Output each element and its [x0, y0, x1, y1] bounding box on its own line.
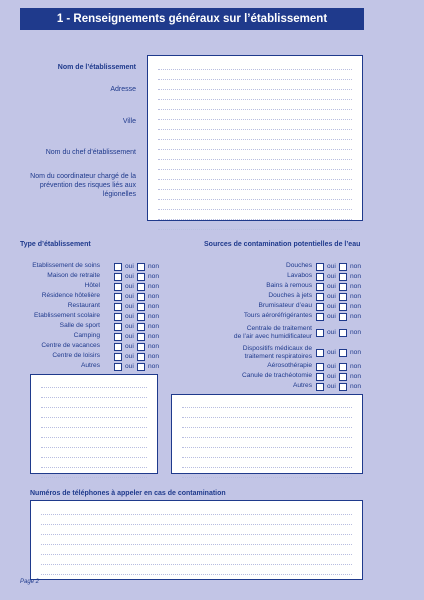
writing-line: [41, 505, 352, 515]
option-label: non: [350, 293, 362, 300]
checkbox-icon[interactable]: [114, 353, 122, 361]
writing-line: [158, 190, 352, 200]
non-checkbox[interactable]: [137, 302, 159, 312]
writing-line: [41, 515, 352, 525]
oui-checkbox[interactable]: [114, 302, 134, 312]
checkbox-icon[interactable]: [114, 333, 122, 341]
option-label: non: [350, 383, 362, 390]
checkbox-icon[interactable]: [137, 283, 145, 291]
option-label: non: [148, 333, 160, 340]
option-label: non: [148, 313, 160, 320]
type-label: Salle de sport: [59, 322, 100, 329]
option-label: oui: [125, 353, 134, 360]
source-label: Autres: [292, 382, 312, 389]
checkbox-icon[interactable]: [114, 343, 122, 351]
option-label: oui: [125, 263, 134, 270]
option-label: oui: [125, 323, 134, 330]
writing-line: [158, 150, 352, 160]
source-label: Lavabos: [287, 272, 312, 279]
checkbox-icon[interactable]: [137, 353, 145, 361]
type-label: Résidence hôtelière: [41, 292, 100, 299]
option-label: non: [148, 283, 160, 290]
oui-checkbox[interactable]: [316, 328, 336, 338]
checkbox-icon[interactable]: [339, 329, 347, 337]
option-label: non: [148, 263, 160, 270]
source-label: Douches à jets: [268, 292, 312, 299]
sources-title: Sources de contamination potentielles de l’eau: [204, 241, 361, 248]
writing-line: [158, 160, 352, 170]
option-label: oui: [125, 283, 134, 290]
source-row: [204, 271, 362, 281]
source-label: Aérosothérapie: [267, 362, 312, 369]
source-label: Bains à remous: [266, 282, 312, 289]
non-checkbox[interactable]: [339, 312, 361, 322]
oui-checkbox[interactable]: [316, 382, 336, 392]
checkbox-icon[interactable]: [114, 293, 122, 301]
oui-checkbox[interactable]: [316, 362, 336, 372]
source-label: Dispositifs médicaux de traitement respiratoires: [242, 345, 312, 360]
type-row: [20, 311, 160, 321]
type-label: Hôtel: [84, 282, 100, 289]
source-label: Tours aéroréfrigérantes: [243, 312, 312, 319]
non-checkbox[interactable]: [339, 372, 361, 382]
source-row: [204, 281, 362, 291]
option-label: non: [148, 353, 160, 360]
non-checkbox[interactable]: [137, 262, 159, 272]
checkbox-icon[interactable]: [137, 273, 145, 281]
writing-line: [182, 448, 352, 458]
writing-line: [41, 525, 352, 535]
option-label: oui: [327, 273, 336, 280]
writing-line: [41, 398, 147, 408]
checkbox-icon[interactable]: [137, 333, 145, 341]
writing-line: [41, 408, 147, 418]
oui-checkbox[interactable]: [316, 302, 336, 312]
type-autres-box[interactable]: [30, 374, 158, 474]
option-label: non: [350, 313, 362, 320]
option-label: non: [148, 273, 160, 280]
non-checkbox[interactable]: [137, 272, 159, 282]
writing-line: [41, 378, 147, 388]
type-row: [20, 321, 160, 331]
option-label: non: [148, 293, 160, 300]
writing-line: [158, 140, 352, 150]
type-row: [20, 291, 160, 301]
writing-line: [41, 448, 147, 458]
type-row: [20, 301, 160, 311]
non-checkbox[interactable]: [339, 292, 361, 302]
checkbox-icon[interactable]: [339, 313, 347, 321]
checkbox-icon[interactable]: [316, 293, 324, 301]
type-row: [20, 351, 160, 361]
checkbox-icon[interactable]: [137, 303, 145, 311]
option-label: non: [350, 303, 362, 310]
type-label: Maison de retraite: [47, 272, 100, 279]
writing-line: [158, 80, 352, 90]
checkbox-icon[interactable]: [316, 373, 324, 381]
option-label: non: [148, 363, 160, 370]
writing-line: [182, 438, 352, 448]
option-label: oui: [327, 303, 336, 310]
oui-checkbox[interactable]: [114, 312, 134, 322]
section-title: 1 - Renseignements généraux sur l’établissement: [56, 13, 328, 25]
writing-line: [182, 458, 352, 468]
writing-line: [182, 428, 352, 438]
option-label: oui: [125, 273, 134, 280]
option-label: non: [350, 349, 362, 356]
checkbox-icon[interactable]: [339, 373, 347, 381]
writing-line: [182, 418, 352, 428]
writing-line: [182, 468, 352, 478]
option-label: oui: [125, 293, 134, 300]
option-label: non: [350, 373, 362, 380]
checkbox-icon[interactable]: [137, 363, 145, 371]
non-checkbox[interactable]: [137, 282, 159, 292]
phones-title: Numéros de téléphones à appeler en cas de contamination: [30, 490, 226, 497]
writing-line: [158, 200, 352, 210]
non-checkbox[interactable]: [137, 332, 159, 342]
checkbox-icon[interactable]: [339, 303, 347, 311]
oui-checkbox[interactable]: [114, 322, 134, 332]
checkbox-icon[interactable]: [339, 273, 347, 281]
option-label: oui: [327, 363, 336, 370]
option-label: oui: [327, 313, 336, 320]
section-header: [20, 8, 364, 30]
option-label: oui: [125, 333, 134, 340]
source-label: Douches: [285, 262, 312, 269]
writing-line: [41, 438, 147, 448]
checkbox-icon[interactable]: [114, 363, 122, 371]
oui-checkbox[interactable]: [114, 352, 134, 362]
option-label: non: [350, 263, 362, 270]
writing-line: [158, 170, 352, 180]
non-checkbox[interactable]: [339, 348, 361, 358]
checkbox-icon[interactable]: [316, 363, 324, 371]
type-label: Restaurant: [67, 302, 100, 309]
type-row: [20, 271, 160, 281]
checkbox-icon[interactable]: [114, 273, 122, 281]
non-checkbox[interactable]: [137, 312, 159, 322]
checkbox-icon[interactable]: [114, 263, 122, 271]
option-label: non: [148, 343, 160, 350]
option-label: oui: [327, 349, 336, 356]
page-number: Page 2: [20, 579, 40, 585]
checkbox-icon[interactable]: [137, 293, 145, 301]
checkbox-icon[interactable]: [316, 383, 324, 391]
oui-checkbox[interactable]: [114, 342, 134, 352]
non-checkbox[interactable]: [339, 382, 361, 392]
writing-line: [41, 388, 147, 398]
checkbox-icon[interactable]: [316, 283, 324, 291]
oui-checkbox[interactable]: [316, 272, 336, 282]
option-label: oui: [327, 373, 336, 380]
writing-line: [41, 468, 147, 478]
oui-checkbox[interactable]: [316, 282, 336, 292]
option-label: oui: [125, 363, 134, 370]
writing-line: [182, 408, 352, 418]
non-checkbox[interactable]: [339, 272, 361, 282]
oui-checkbox[interactable]: [114, 292, 134, 302]
non-checkbox[interactable]: [137, 322, 159, 332]
checkbox-icon[interactable]: [316, 329, 324, 337]
oui-checkbox[interactable]: [114, 272, 134, 282]
non-checkbox[interactable]: [339, 302, 361, 312]
checkbox-icon[interactable]: [316, 313, 324, 321]
writing-line: [158, 210, 352, 220]
source-row: [204, 325, 362, 340]
checkbox-icon[interactable]: [339, 383, 347, 391]
option-label: non: [148, 303, 160, 310]
checkbox-icon[interactable]: [114, 283, 122, 291]
type-row: [20, 261, 160, 271]
non-checkbox[interactable]: [339, 362, 361, 372]
writing-line: [158, 90, 352, 100]
source-row: [204, 381, 362, 391]
type-label: Etablissement scolaire: [34, 312, 100, 319]
checkbox-icon[interactable]: [114, 323, 122, 331]
source-row: [204, 361, 362, 371]
source-label: Canule de trachéotomie: [241, 372, 312, 379]
oui-checkbox[interactable]: [114, 262, 134, 272]
type-row: [20, 361, 160, 371]
label-chef: Nom du chef d’établissement: [45, 149, 136, 156]
source-label: Brumisateur d’eau: [258, 302, 312, 309]
writing-line: [158, 220, 352, 230]
option-label: non: [350, 329, 362, 336]
type-label: Etablissement de soins: [32, 262, 100, 269]
writing-line: [158, 60, 352, 70]
non-checkbox[interactable]: [137, 342, 159, 352]
writing-line: [41, 555, 352, 565]
type-label: Centre de vacances: [41, 342, 100, 349]
checkbox-icon[interactable]: [114, 313, 122, 321]
option-label: oui: [327, 283, 336, 290]
non-checkbox[interactable]: [339, 282, 361, 292]
option-label: oui: [125, 343, 134, 350]
writing-line: [158, 70, 352, 80]
oui-checkbox[interactable]: [316, 312, 336, 322]
type-label: Autres: [80, 362, 100, 369]
writing-line: [41, 545, 352, 555]
non-checkbox[interactable]: [137, 352, 159, 362]
option-label: oui: [327, 293, 336, 300]
checkbox-icon[interactable]: [137, 263, 145, 271]
writing-line: [158, 110, 352, 120]
source-row: [204, 345, 362, 360]
oui-checkbox[interactable]: [316, 372, 336, 382]
checkbox-icon[interactable]: [339, 293, 347, 301]
checkbox-icon[interactable]: [316, 273, 324, 281]
option-label: non: [350, 363, 362, 370]
oui-checkbox[interactable]: [316, 262, 336, 272]
writing-line: [158, 100, 352, 110]
label-ville: Ville: [122, 118, 136, 125]
type-row: [20, 281, 160, 291]
writing-line: [158, 120, 352, 130]
writing-line: [41, 418, 147, 428]
oui-checkbox[interactable]: [316, 292, 336, 302]
option-label: non: [350, 283, 362, 290]
source-row: [204, 311, 362, 321]
option-label: oui: [327, 263, 336, 270]
checkbox-icon[interactable]: [339, 263, 347, 271]
option-label: oui: [125, 313, 134, 320]
oui-checkbox[interactable]: [114, 362, 134, 372]
non-checkbox[interactable]: [339, 262, 361, 272]
option-label: oui: [327, 329, 336, 336]
writing-line: [158, 130, 352, 140]
option-label: oui: [327, 383, 336, 390]
label-coordinateur: Nom du coordinateur chargé de la prévention des risques liés aux légionelles: [30, 173, 136, 198]
type-label: Camping: [73, 332, 100, 339]
source-label: Centrale de traitement de l’air avec humidificateur: [233, 325, 312, 340]
checkbox-icon[interactable]: [137, 323, 145, 331]
label-adresse: Adresse: [110, 86, 136, 93]
source-row: [204, 291, 362, 301]
general-info-box[interactable]: [147, 55, 363, 221]
phones-box[interactable]: [30, 500, 363, 580]
checkbox-icon[interactable]: [137, 343, 145, 351]
non-checkbox[interactable]: [339, 328, 361, 338]
checkbox-icon[interactable]: [316, 303, 324, 311]
writing-line: [41, 428, 147, 438]
type-label: Centre de loisirs: [52, 352, 100, 359]
oui-checkbox[interactable]: [114, 282, 134, 292]
type-title: Type d’établissement: [20, 241, 91, 248]
writing-line: [158, 180, 352, 190]
checkbox-icon[interactable]: [316, 349, 324, 357]
writing-line: [41, 565, 352, 575]
writing-line: [41, 535, 352, 545]
checkbox-icon[interactable]: [316, 263, 324, 271]
option-label: non: [350, 273, 362, 280]
option-label: non: [148, 323, 160, 330]
writing-line: [41, 458, 147, 468]
checkbox-icon[interactable]: [339, 283, 347, 291]
non-checkbox[interactable]: [137, 292, 159, 302]
writing-line: [182, 398, 352, 408]
source-row: [204, 371, 362, 381]
oui-checkbox[interactable]: [114, 332, 134, 342]
checkbox-icon[interactable]: [339, 349, 347, 357]
checkbox-icon[interactable]: [137, 313, 145, 321]
label-nom-etablissement: Nom de l’établissement: [57, 64, 136, 71]
option-label: oui: [125, 303, 134, 310]
oui-checkbox[interactable]: [316, 348, 336, 358]
checkbox-icon[interactable]: [114, 303, 122, 311]
source-row: [204, 261, 362, 271]
non-checkbox[interactable]: [137, 362, 159, 372]
source-row: [204, 301, 362, 311]
type-row: [20, 341, 160, 351]
checkbox-icon[interactable]: [339, 363, 347, 371]
sources-autres-box[interactable]: [171, 394, 363, 474]
type-row: [20, 331, 160, 341]
